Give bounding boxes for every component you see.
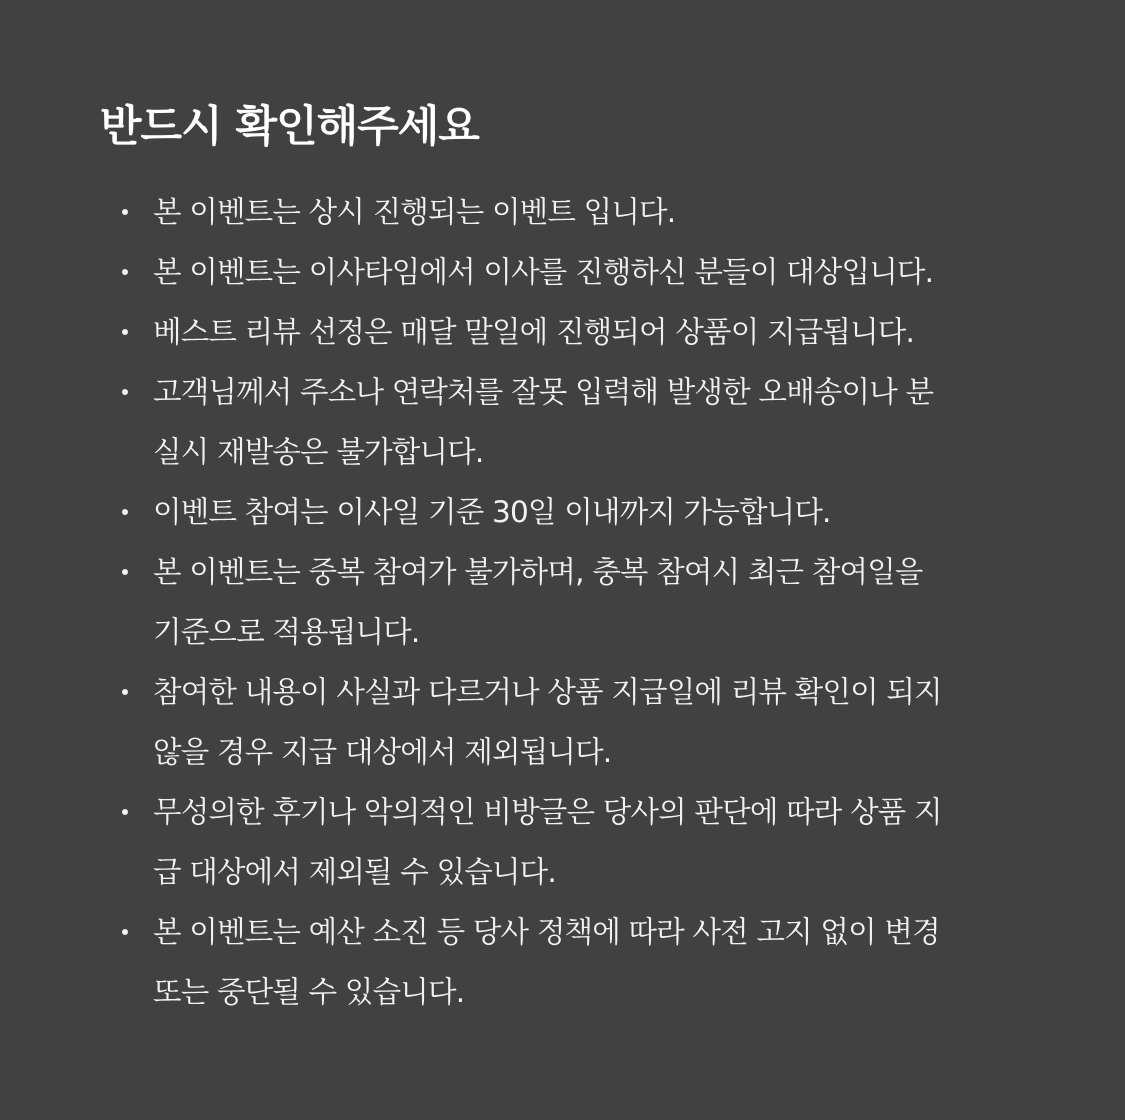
notice-item-text: 본 이벤트는 상시 진행되는 이벤트 입니다.: [153, 195, 676, 229]
bullet-icon: [122, 809, 128, 815]
bullet-icon: [122, 269, 128, 275]
notice-item-text: 무성의한 후기나 악의적인 비방글은 당사의 판단에 따라 상품 지 급 대상에서 제외될 수 있습니다.: [153, 795, 942, 889]
notice-item: [100, 542, 1025, 662]
notice-item-text: 고객님께서 주소나 연락처를 잘못 입력해 발생한 오배송이나 분 실시 재발송은 불가합니다.: [153, 375, 934, 469]
notice-item-text: 참여한 내용이 사실과 다르거나 상품 지급일에 리뷰 확인이 되지 않을 경우 지급 대상에서 제외됩니다.: [153, 675, 942, 769]
bullet-icon: [122, 329, 128, 335]
notice-item-text: 이벤트 참여는 이사일 기준 30일 이내까지 가능합니다.: [153, 495, 831, 529]
bullet-icon: [122, 209, 128, 215]
notice-item-text: 베스트 리뷰 선정은 매달 말일에 진행되어 상품이 지급됩니다.: [153, 315, 915, 349]
notice-item: [100, 302, 1025, 362]
notice-item-text: 본 이벤트는 이사타임에서 이사를 진행하신 분들이 대상입니다.: [153, 255, 934, 289]
notice-item: [100, 242, 1025, 302]
bullet-icon: [122, 569, 128, 575]
bullet-icon: [122, 929, 128, 935]
bullet-icon: [122, 689, 128, 695]
notice-item: [100, 482, 1025, 542]
bullet-icon: [122, 389, 128, 395]
notice-list: [100, 182, 1025, 1022]
notice-item: [100, 902, 1025, 1022]
notice-item: [100, 182, 1025, 242]
notice-item: [100, 782, 1025, 902]
notice-item-text: 본 이벤트는 예산 소진 등 당사 정책에 따라 사전 고지 없이 변경 또는 중단될 수 있습니다.: [153, 915, 940, 1009]
notice-item-text: 본 이벤트는 중복 참여가 불가하며, 충복 참여시 최근 참여일을 기준으로 적용됩니다.: [153, 555, 923, 649]
bullet-icon: [122, 509, 128, 515]
notice-title: 반드시 확인해주세요: [100, 102, 479, 152]
notice-item: [100, 662, 1025, 782]
notice-item: [100, 362, 1025, 482]
